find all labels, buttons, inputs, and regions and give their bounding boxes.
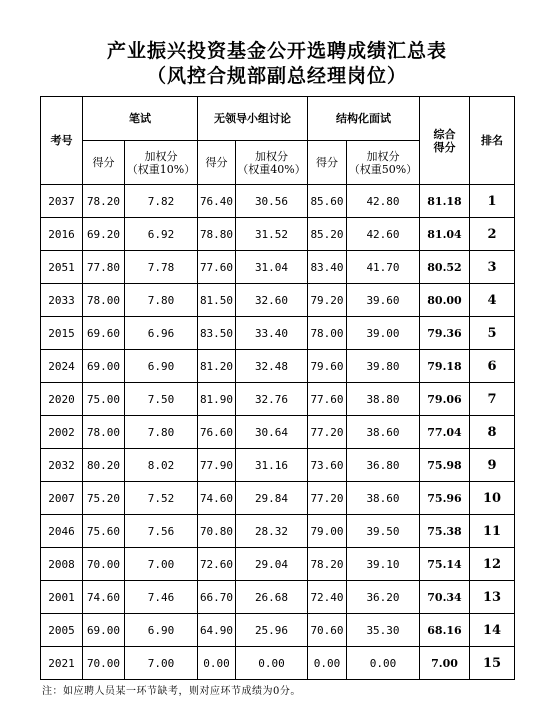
cell-written-weighted: 7.00 bbox=[125, 548, 198, 581]
cell-interview-score: 70.60 bbox=[308, 614, 347, 647]
cell-interview-weighted: 35.30 bbox=[347, 614, 420, 647]
header-rank: 排名 bbox=[470, 97, 515, 185]
cell-exam-no: 2024 bbox=[41, 350, 83, 383]
cell-interview-score: 72.40 bbox=[308, 581, 347, 614]
cell-rank: 9 bbox=[470, 449, 515, 482]
cell-group-weighted: 33.40 bbox=[236, 317, 308, 350]
cell-written-weighted: 7.78 bbox=[125, 251, 198, 284]
cell-total-score: 75.38 bbox=[420, 515, 470, 548]
cell-group-score: 64.90 bbox=[198, 614, 236, 647]
cell-interview-score: 77.20 bbox=[308, 482, 347, 515]
cell-rank: 11 bbox=[470, 515, 515, 548]
cell-group-weighted: 26.68 bbox=[236, 581, 308, 614]
cell-rank: 13 bbox=[470, 581, 515, 614]
cell-group-score: 70.80 bbox=[198, 515, 236, 548]
cell-exam-no: 2037 bbox=[41, 185, 83, 218]
page-title: 产业振兴投资基金公开选聘成绩汇总表 bbox=[106, 40, 447, 62]
table-row bbox=[41, 548, 515, 581]
cell-exam-no: 2046 bbox=[41, 515, 83, 548]
cell-rank: 15 bbox=[470, 647, 515, 680]
cell-group-score: 81.20 bbox=[198, 350, 236, 383]
cell-written-score: 69.20 bbox=[83, 218, 125, 251]
cell-group-weighted: 31.16 bbox=[236, 449, 308, 482]
cell-group-weighted: 30.64 bbox=[236, 416, 308, 449]
cell-total-score: 77.04 bbox=[420, 416, 470, 449]
table-row bbox=[41, 185, 515, 218]
cell-group-weighted: 31.04 bbox=[236, 251, 308, 284]
table-row bbox=[41, 218, 515, 251]
table-row bbox=[41, 317, 515, 350]
cell-group-score: 72.60 bbox=[198, 548, 236, 581]
header-exam-no: 考号 bbox=[41, 97, 83, 185]
cell-written-weighted: 7.46 bbox=[125, 581, 198, 614]
cell-group-weighted: 30.56 bbox=[236, 185, 308, 218]
cell-written-score: 78.00 bbox=[83, 416, 125, 449]
cell-group-score: 76.40 bbox=[198, 185, 236, 218]
cell-written-score: 69.00 bbox=[83, 614, 125, 647]
cell-interview-weighted: 38.80 bbox=[347, 383, 420, 416]
header-group-score: 得分 bbox=[198, 141, 236, 185]
cell-exam-no: 2051 bbox=[41, 251, 83, 284]
cell-group-score: 76.60 bbox=[198, 416, 236, 449]
score-table bbox=[40, 96, 515, 680]
cell-written-weighted: 7.80 bbox=[125, 284, 198, 317]
cell-written-score: 75.60 bbox=[83, 515, 125, 548]
cell-total-score: 81.18 bbox=[420, 185, 470, 218]
cell-group-weighted: 32.60 bbox=[236, 284, 308, 317]
cell-group-weighted: 32.48 bbox=[236, 350, 308, 383]
header-total-score: 综合 得分 bbox=[420, 97, 470, 185]
cell-total-score: 75.98 bbox=[420, 449, 470, 482]
cell-written-score: 75.20 bbox=[83, 482, 125, 515]
cell-rank: 6 bbox=[470, 350, 515, 383]
cell-written-score: 80.20 bbox=[83, 449, 125, 482]
cell-group-weighted: 29.04 bbox=[236, 548, 308, 581]
score-table-body bbox=[41, 185, 515, 680]
cell-group-score: 83.50 bbox=[198, 317, 236, 350]
cell-exam-no: 2001 bbox=[41, 581, 83, 614]
table-row bbox=[41, 284, 515, 317]
cell-interview-weighted: 39.10 bbox=[347, 548, 420, 581]
cell-written-weighted: 6.90 bbox=[125, 614, 198, 647]
cell-rank: 5 bbox=[470, 317, 515, 350]
cell-group-score: 81.90 bbox=[198, 383, 236, 416]
cell-group-score: 66.70 bbox=[198, 581, 236, 614]
cell-interview-weighted: 0.00 bbox=[347, 647, 420, 680]
cell-written-weighted: 6.96 bbox=[125, 317, 198, 350]
cell-interview-weighted: 42.80 bbox=[347, 185, 420, 218]
cell-total-score: 79.36 bbox=[420, 317, 470, 350]
header-interview-weighted: 加权分 （权重50%） bbox=[347, 141, 420, 185]
cell-interview-weighted: 42.60 bbox=[347, 218, 420, 251]
cell-total-score: 79.18 bbox=[420, 350, 470, 383]
cell-interview-weighted: 39.00 bbox=[347, 317, 420, 350]
cell-interview-score: 0.00 bbox=[308, 647, 347, 680]
cell-group-score: 77.90 bbox=[198, 449, 236, 482]
cell-group-score: 81.50 bbox=[198, 284, 236, 317]
cell-rank: 3 bbox=[470, 251, 515, 284]
cell-interview-score: 79.00 bbox=[308, 515, 347, 548]
table-row bbox=[41, 482, 515, 515]
cell-total-score: 68.16 bbox=[420, 614, 470, 647]
cell-interview-weighted: 39.50 bbox=[347, 515, 420, 548]
cell-interview-weighted: 36.80 bbox=[347, 449, 420, 482]
cell-interview-weighted: 38.60 bbox=[347, 416, 420, 449]
header-structured-interview: 结构化面试 bbox=[308, 97, 420, 141]
cell-group-weighted: 28.32 bbox=[236, 515, 308, 548]
cell-written-weighted: 7.00 bbox=[125, 647, 198, 680]
cell-group-weighted: 31.52 bbox=[236, 218, 308, 251]
cell-group-score: 0.00 bbox=[198, 647, 236, 680]
cell-interview-weighted: 41.70 bbox=[347, 251, 420, 284]
cell-total-score: 80.52 bbox=[420, 251, 470, 284]
cell-written-weighted: 7.80 bbox=[125, 416, 198, 449]
table-row bbox=[41, 647, 515, 680]
cell-exam-no: 2015 bbox=[41, 317, 83, 350]
cell-rank: 1 bbox=[470, 185, 515, 218]
cell-written-weighted: 7.52 bbox=[125, 482, 198, 515]
table-row bbox=[41, 251, 515, 284]
cell-rank: 4 bbox=[470, 284, 515, 317]
cell-interview-weighted: 38.60 bbox=[347, 482, 420, 515]
cell-written-score: 70.00 bbox=[83, 647, 125, 680]
table-row bbox=[41, 581, 515, 614]
header-interview-score: 得分 bbox=[308, 141, 347, 185]
cell-exam-no: 2021 bbox=[41, 647, 83, 680]
cell-group-weighted: 32.76 bbox=[236, 383, 308, 416]
cell-rank: 7 bbox=[470, 383, 515, 416]
cell-group-score: 77.60 bbox=[198, 251, 236, 284]
cell-written-score: 74.60 bbox=[83, 581, 125, 614]
header-written-weighted: 加权分 （权重10%） bbox=[125, 141, 198, 185]
cell-interview-score: 79.60 bbox=[308, 350, 347, 383]
cell-interview-score: 85.60 bbox=[308, 185, 347, 218]
cell-exam-no: 2032 bbox=[41, 449, 83, 482]
cell-written-score: 78.00 bbox=[83, 284, 125, 317]
table-row bbox=[41, 449, 515, 482]
cell-interview-score: 77.20 bbox=[308, 416, 347, 449]
cell-exam-no: 2016 bbox=[41, 218, 83, 251]
table-row bbox=[41, 416, 515, 449]
cell-group-weighted: 29.84 bbox=[236, 482, 308, 515]
cell-total-score: 70.34 bbox=[420, 581, 470, 614]
cell-interview-score: 79.20 bbox=[308, 284, 347, 317]
cell-total-score: 75.96 bbox=[420, 482, 470, 515]
cell-exam-no: 2007 bbox=[41, 482, 83, 515]
cell-total-score: 7.00 bbox=[420, 647, 470, 680]
cell-interview-score: 77.60 bbox=[308, 383, 347, 416]
cell-written-score: 75.00 bbox=[83, 383, 125, 416]
cell-exam-no: 2033 bbox=[41, 284, 83, 317]
cell-interview-weighted: 39.80 bbox=[347, 350, 420, 383]
table-row bbox=[41, 614, 515, 647]
cell-exam-no: 2005 bbox=[41, 614, 83, 647]
cell-rank: 14 bbox=[470, 614, 515, 647]
cell-written-weighted: 7.50 bbox=[125, 383, 198, 416]
footnote: 注：如应聘人员某一环节缺考，则对应环节成绩为0分。 bbox=[42, 686, 301, 697]
cell-rank: 2 bbox=[470, 218, 515, 251]
cell-interview-weighted: 39.60 bbox=[347, 284, 420, 317]
cell-exam-no: 2008 bbox=[41, 548, 83, 581]
cell-written-score: 70.00 bbox=[83, 548, 125, 581]
header-group-discussion: 无领导小组讨论 bbox=[198, 97, 308, 141]
header-written: 笔试 bbox=[83, 97, 198, 141]
header-written-score: 得分 bbox=[83, 141, 125, 185]
cell-written-weighted: 7.56 bbox=[125, 515, 198, 548]
table-row bbox=[41, 383, 515, 416]
cell-written-score: 78.20 bbox=[83, 185, 125, 218]
cell-total-score: 81.04 bbox=[420, 218, 470, 251]
cell-group-score: 78.80 bbox=[198, 218, 236, 251]
cell-written-weighted: 6.90 bbox=[125, 350, 198, 383]
cell-written-score: 69.60 bbox=[83, 317, 125, 350]
cell-interview-score: 85.20 bbox=[308, 218, 347, 251]
header-group-weighted: 加权分 （权重40%） bbox=[236, 141, 308, 185]
cell-rank: 12 bbox=[470, 548, 515, 581]
cell-written-weighted: 8.02 bbox=[125, 449, 198, 482]
cell-group-score: 74.60 bbox=[198, 482, 236, 515]
cell-interview-score: 83.40 bbox=[308, 251, 347, 284]
cell-rank: 8 bbox=[470, 416, 515, 449]
page-subtitle: （风控合规部副总经理岗位） bbox=[146, 65, 407, 87]
cell-interview-score: 73.60 bbox=[308, 449, 347, 482]
cell-written-score: 77.80 bbox=[83, 251, 125, 284]
table-row bbox=[41, 515, 515, 548]
cell-group-weighted: 25.96 bbox=[236, 614, 308, 647]
cell-total-score: 79.06 bbox=[420, 383, 470, 416]
cell-exam-no: 2002 bbox=[41, 416, 83, 449]
table-row bbox=[41, 350, 515, 383]
cell-interview-weighted: 36.20 bbox=[347, 581, 420, 614]
cell-rank: 10 bbox=[470, 482, 515, 515]
cell-written-weighted: 6.92 bbox=[125, 218, 198, 251]
cell-interview-score: 78.00 bbox=[308, 317, 347, 350]
cell-group-weighted: 0.00 bbox=[236, 647, 308, 680]
cell-total-score: 75.14 bbox=[420, 548, 470, 581]
cell-written-weighted: 7.82 bbox=[125, 185, 198, 218]
cell-interview-score: 78.20 bbox=[308, 548, 347, 581]
cell-total-score: 80.00 bbox=[420, 284, 470, 317]
cell-exam-no: 2020 bbox=[41, 383, 83, 416]
cell-written-score: 69.00 bbox=[83, 350, 125, 383]
